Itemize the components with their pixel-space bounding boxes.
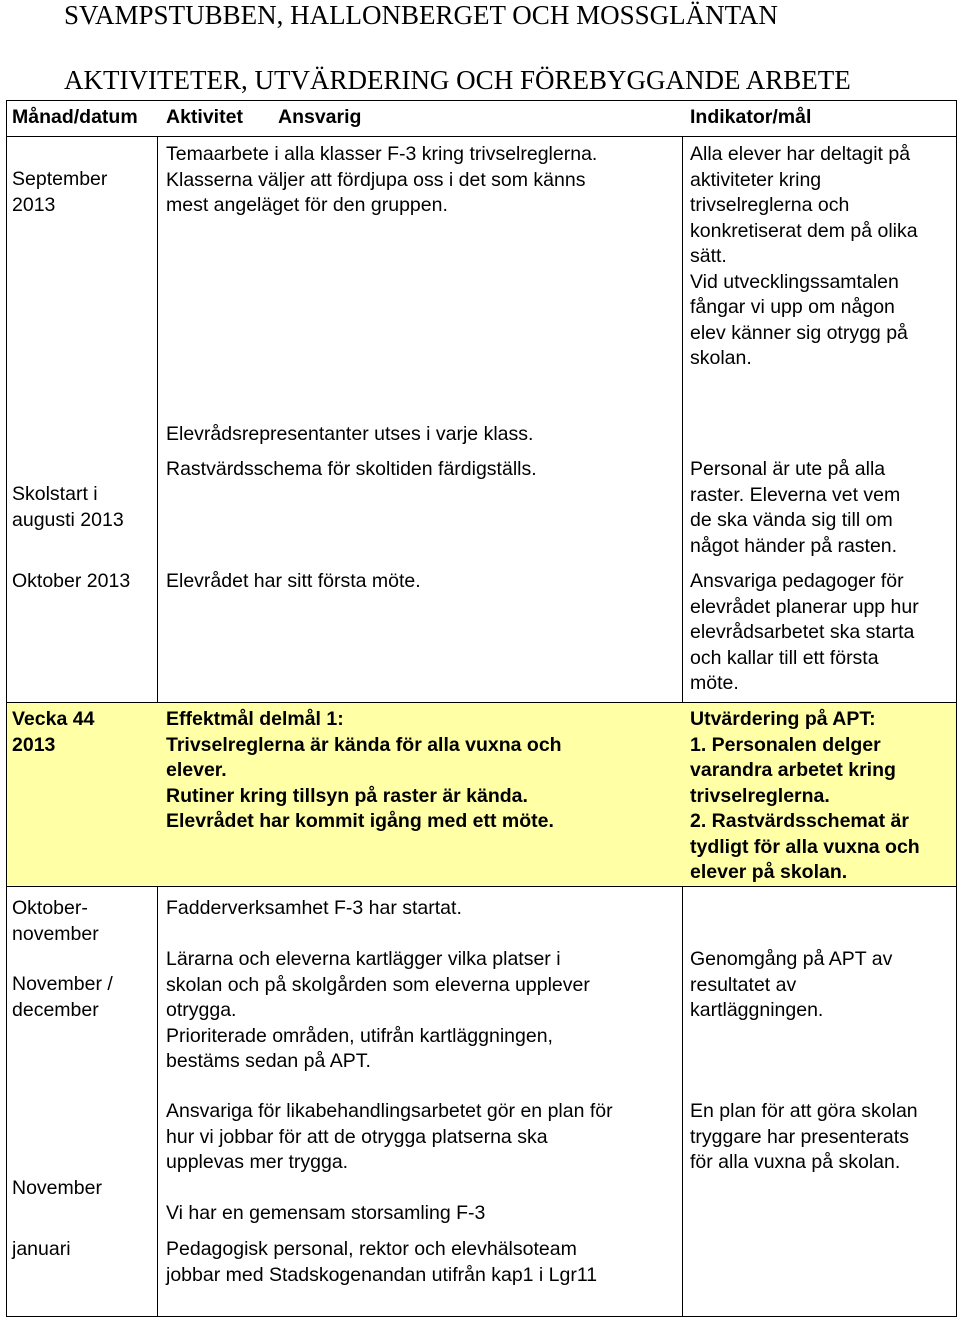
row-month: September 2013 xyxy=(12,168,108,216)
row-activity: Pedagogisk personal, rektor och elevhälsoteam jobbar med Stadskogenandan utifrån kap1 i Lgr11 xyxy=(166,1238,598,1286)
row-month: Oktober 2013 xyxy=(12,570,131,592)
row-activity: Elevrådsrepresentanter utses i varje klass. xyxy=(166,423,534,445)
row-indicator: Ansvariga pedagoger för elevrådet planerar upp hur elevrådsarbetet ska starta och kallar till ett första möte. xyxy=(690,570,919,694)
document-subtitle: AKTIVITETER, UTVÄRDERING OCH FÖREBYGGANDE ARBETE xyxy=(64,65,851,95)
row-month: November xyxy=(12,1177,102,1199)
header-month: Månad/datum xyxy=(12,106,138,128)
row-activity: Vi har en gemensam storsamling F-3 xyxy=(166,1202,486,1224)
row-month: November / december xyxy=(12,973,113,1021)
row-indicator: Alla elever har deltagit på aktiviteter kring trivselreglerna och konkretiserat dem på olika sätt. Vid utvecklingssamtalen fångar vi upp om någon elev känner sig otrygg på skolan. xyxy=(690,143,918,369)
row-activity: Fadderverksamhet F-3 har startat. xyxy=(166,897,462,919)
row-activity: Rastvärdsschema för skoltiden färdigställs. xyxy=(166,458,537,480)
row-activity: Effektmål delmål 1: Trivselreglerna är kända för alla vuxna och elever. Rutiner kring tillsyn på raster är kända. Elevrådet har kommit igång med ett möte. xyxy=(166,708,562,832)
row-month: Oktober- november xyxy=(12,897,99,945)
row-month: Vecka 44 2013 xyxy=(12,708,95,756)
row-activity: Elevrådet har sitt första möte. xyxy=(166,570,421,592)
header-activity: Aktivitet xyxy=(166,106,243,128)
row-month: Skolstart i augusti 2013 xyxy=(12,483,124,531)
row-indicator: Personal är ute på alla raster. Eleverna vet vem de ska vända sig till om något händer på rasten. xyxy=(690,458,901,557)
header-indicator: Indikator/mål xyxy=(690,106,812,128)
row-activity: Temaarbete i alla klasser F-3 kring trivselreglerna. Klasserna väljer att fördjupa oss i det som känns mest angeläget för den gruppen. xyxy=(166,143,598,216)
row-indicator: En plan för att göra skolan tryggare har presenterats för alla vuxna på skolan. xyxy=(690,1100,918,1173)
document-title: SVAMPSTUBBEN, HALLONBERGET OCH MOSSGLÄNTAN xyxy=(64,0,778,30)
header-responsible: Ansvarig xyxy=(278,106,362,128)
row-indicator: Genomgång på APT av resultatet av kartläggningen. xyxy=(690,948,893,1021)
row-indicator: Utvärdering på APT: 1. Personalen delger varandra arbetet kring trivselreglerna. 2. Rastvärdsschemat är tydligt för alla vuxna och elever på skolan. xyxy=(690,708,920,883)
row-activity: Lärarna och eleverna kartlägger vilka platser i skolan och på skolgården som eleverna upplever otrygga. Prioriterade områden, utifrån kartläggningen, bestäms sedan på APT. xyxy=(166,948,590,1072)
row-activity: Ansvariga för likabehandlingsarbetet gör en plan för hur vi jobbar för att de otrygga platserna ska upplevas mer trygga. xyxy=(166,1100,613,1173)
row-month: januari xyxy=(12,1238,71,1260)
